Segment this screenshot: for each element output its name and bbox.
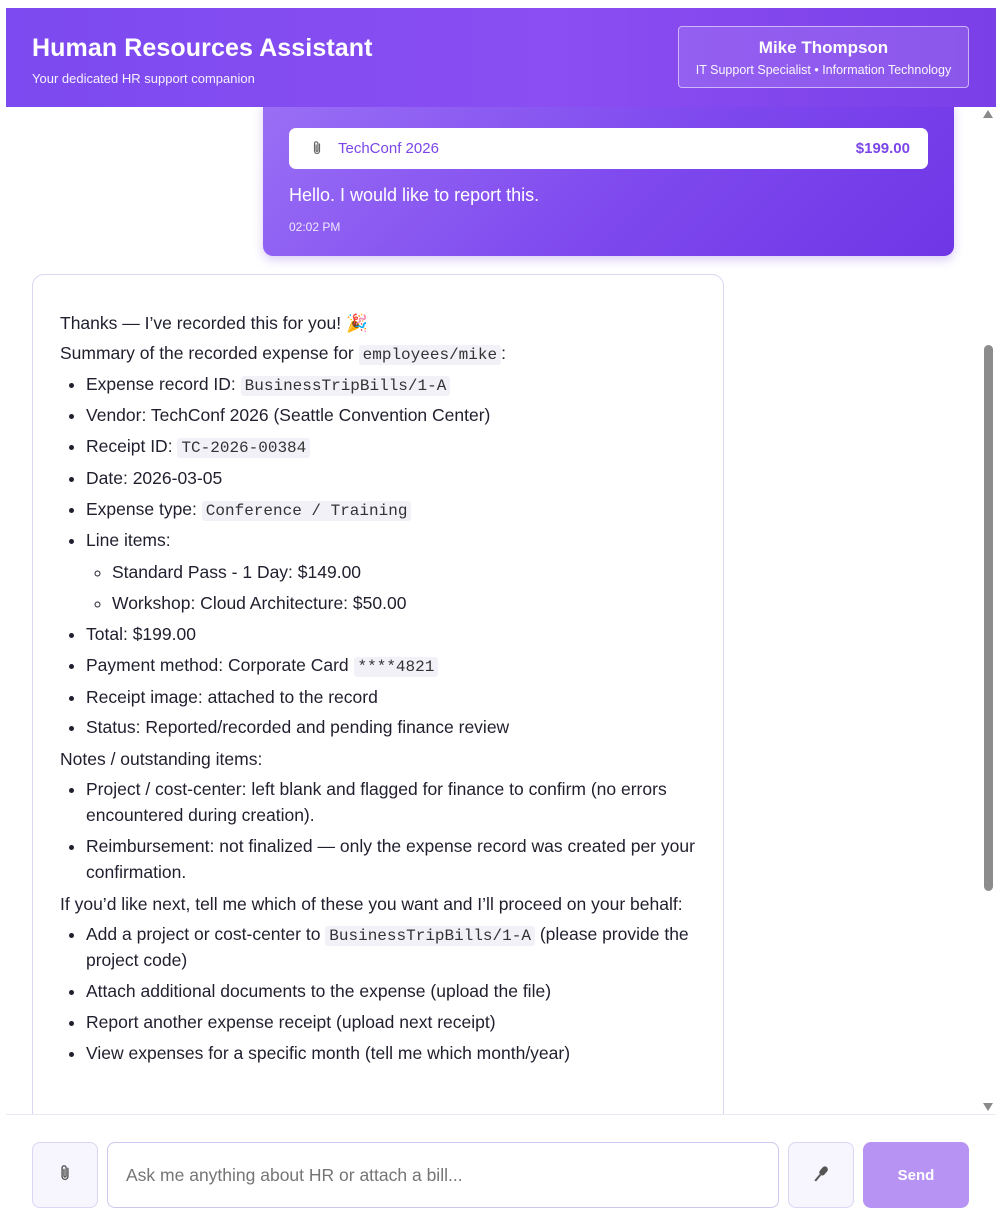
notes-heading: Notes / outstanding items: xyxy=(60,749,263,770)
attach-file-button[interactable] xyxy=(32,1142,98,1208)
scrollbar-thumb[interactable] xyxy=(984,345,993,891)
next-steps-heading: If you’d like next, tell me which of these you want and I’ll proceed on your behalf: xyxy=(60,893,683,914)
list-item: • Vendor: TechConf 2026 (Seattle Convention Center) xyxy=(86,403,696,429)
list-item xyxy=(86,497,696,524)
next-first-code: BusinessTripBills/1-A xyxy=(325,926,535,946)
message-timestamp: 02:02 PM xyxy=(289,220,341,234)
list-item: • Total: $199.00 xyxy=(86,622,696,648)
scroll-up-arrow-icon[interactable] xyxy=(983,110,993,118)
record-id-value: BusinessTripBills/1-A xyxy=(241,376,451,396)
notes-list xyxy=(60,777,696,886)
list-item: • View expenses for a specific month (tell me which month/year) xyxy=(86,1041,696,1067)
app-title: Human Resources Assistant xyxy=(32,34,373,62)
list-item: • Attach additional documents to the expense (upload the file) xyxy=(86,979,696,1005)
attachment-chip[interactable] xyxy=(289,128,928,169)
app-header xyxy=(6,8,996,107)
expense-details-list xyxy=(60,372,696,742)
chat-scrollbar[interactable] xyxy=(980,107,996,1114)
receipt-id-label: Receipt ID: xyxy=(86,436,173,457)
line-items-label: Line items: xyxy=(86,530,171,551)
receipt-id-value: TC-2026-00384 xyxy=(177,438,310,458)
line-items-list xyxy=(86,560,696,617)
list-item xyxy=(86,528,696,617)
list-item: • Project / cost-center: left blank and flagged for finance to confirm (no errors encountered during creation). xyxy=(86,777,696,829)
assistant-message-bubble xyxy=(32,274,724,1114)
summary-suffix: : xyxy=(501,342,506,363)
user-role: IT Support Specialist • Information Technology xyxy=(695,63,952,77)
user-message-text: Hello. I would like to report this. xyxy=(289,185,540,205)
list-item xyxy=(86,922,696,975)
attachment-amount: $199.00 xyxy=(855,140,910,157)
user-profile-card[interactable] xyxy=(678,26,969,88)
list-item: • Report another expense receipt (upload next receipt) xyxy=(86,1010,696,1036)
summary-prefix: Summary of the recorded expense for xyxy=(60,342,354,363)
next-first-suffix: (please provide the project code) xyxy=(86,923,689,971)
line-item: ◦ Standard Pass - 1 Day: $149.00 xyxy=(112,560,696,586)
paperclip-icon xyxy=(311,140,323,159)
list-item: • Date: 2026-03-05 xyxy=(86,466,696,492)
payment-label: Payment method: Corporate Card xyxy=(86,654,349,675)
next-steps-list xyxy=(60,922,696,1067)
line-item: ◦ Workshop: Cloud Architecture: $50.00 xyxy=(112,591,696,617)
list-item xyxy=(86,434,696,461)
attachment-vendor: TechConf 2026 xyxy=(338,140,439,157)
list-item xyxy=(86,653,696,680)
expense-type-label: Expense type: xyxy=(86,498,197,519)
message-input[interactable] xyxy=(108,1143,778,1207)
employee-path: employees/mike xyxy=(359,345,501,365)
app-subtitle: Your dedicated HR support companion xyxy=(32,71,255,86)
list-item: • Reimbursement: not finalized — only the expense record was created per your confirmation. xyxy=(86,834,696,886)
assistant-intro: Thanks — I’ve recorded this for you! 🎉 xyxy=(60,313,368,333)
record-id-label: Expense record ID: xyxy=(86,373,236,394)
send-button[interactable]: Send xyxy=(863,1142,969,1208)
voice-input-button[interactable] xyxy=(788,1142,854,1208)
next-first-prefix: Add a project or cost-center to xyxy=(86,923,321,944)
user-name: Mike Thompson xyxy=(758,38,889,57)
microphone-icon xyxy=(810,1163,832,1188)
list-item: • Receipt image: attached to the record xyxy=(86,685,696,711)
scroll-down-arrow-icon[interactable] xyxy=(983,1103,993,1111)
message-composer xyxy=(6,1114,996,1229)
chat-history[interactable] xyxy=(6,107,996,1114)
hr-assistant-app xyxy=(6,8,996,1229)
user-message-bubble xyxy=(263,107,954,256)
paperclip-icon xyxy=(58,1163,72,1188)
list-item: • Status: Reported/recorded and pending finance review xyxy=(86,715,696,741)
summary-line xyxy=(60,341,696,368)
expense-type-value: Conference / Training xyxy=(202,501,412,521)
payment-card-value: ****4821 xyxy=(354,657,439,677)
list-item xyxy=(86,372,696,399)
message-input-wrapper xyxy=(107,1142,779,1208)
